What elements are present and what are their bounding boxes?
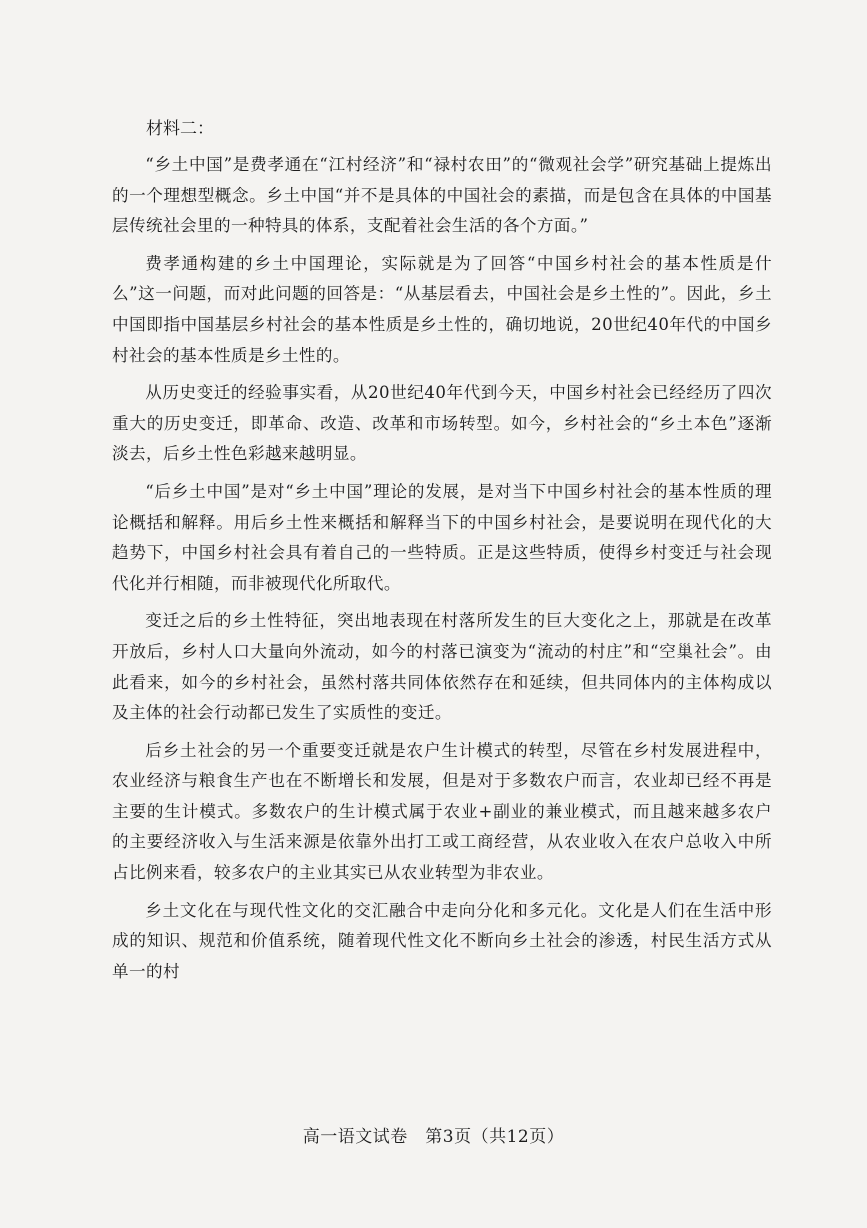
paragraph-4: “后乡土中国”是对“乡土中国”理论的发展，是对当下中国乡村社会的基本性质的理论概括和解释。用后乡土性来概括和解释当下的中国乡村社会，是要说明在现代化的大趋势下，中国乡村社会具有着自己的一些特质。正是这些特质，使得乡村变迁与社会现代化并行相随，而非被现代化所取代。 bbox=[112, 481, 772, 593]
article-body bbox=[112, 114, 772, 994]
paragraph-5: 变迁之后的乡土性特征，突出地表现在村落所发生的巨大变化之上，那就是在改革开放后，乡村人口大量向外流动，如今的村落已演变为“流动的村庄”和“空巢社会”。由此看来，如今的乡村社会，虽然村落共同体依然存在和延续，但共同体内的主体构成以及主体的社会行动都已发生了实质性的变迁。 bbox=[112, 611, 772, 723]
paragraph-6: 后乡土社会的另一个重要变迁就是农户生计模式的转型，尽管在乡村发展进程中，农业经济与粮食生产也在不断增长和发展，但是对于多数农户而言，农业却已经不再是主要的生计模式。多数农户的生计模式属于农业+副业的兼业模式，而且越来越多农户的主要经济收入与生活来源是依靠外出打工或工商经营，从农业收入在农户总收入中所占比例来看，较多农户的主业其实已从农业转型为非农业。 bbox=[112, 740, 772, 883]
paragraph-1: “乡土中国”是费孝通在“江村经济”和“禄村农田”的“微观社会学”研究基础上提炼出的一个理想型概念。乡土中国“并不是具体的中国社会的素描，而是包含在具体的中国基层传统社会里的一种特具的体系，支配着社会生活的各个方面。” bbox=[112, 155, 772, 236]
paragraph-2: 费孝通构建的乡土中国理论，实际就是为了回答“中国乡村社会的基本性质是什么”这一问题，而对此问题的回答是：“从基层看去，中国社会是乡土性的”。因此，乡土中国即指中国基层乡村社会的基本性质是乡土性的，确切地说，20世纪40年代的中国乡村社会的基本性质是乡土性的。 bbox=[112, 253, 772, 365]
paragraph-3: 从历史变迁的经验事实看，从20世纪40年代到今天，中国乡村社会已经经历了四次重大的历史变迁，即革命、改造、改革和市场转型。如今，乡村社会的“乡土本色”逐渐淡去，后乡土性色彩越来越明显。 bbox=[112, 383, 772, 464]
section-heading: 材料二： bbox=[146, 119, 214, 139]
paragraph-7: 乡土文化在与现代性文化的交汇融合中走向分化和多元化。文化是人们在生活中形成的知识、规范和价值系统，随着现代性文化不断向乡土社会的渗透，村民生活方式从单一的村 bbox=[112, 900, 772, 981]
page-footer: 高一语文试卷 第3页（共12页） bbox=[302, 1127, 565, 1147]
